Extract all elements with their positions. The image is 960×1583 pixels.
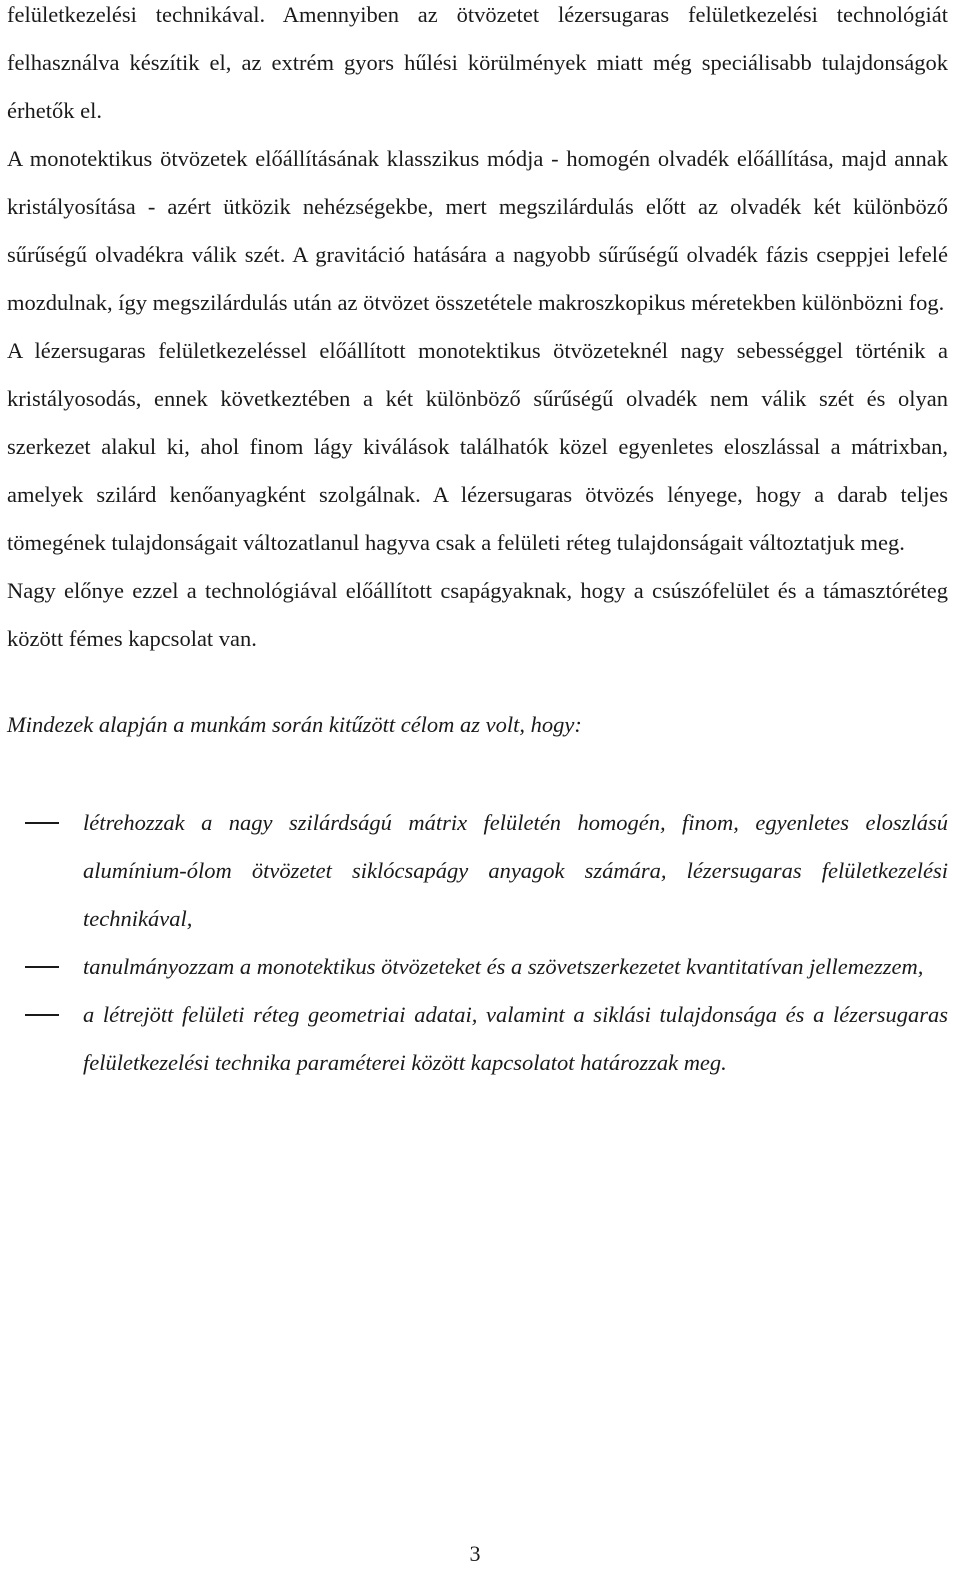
goal-text: létrehozzak a nagy szilárdságú mátrix felületén homogén, finom, egyenletes eloszlású alumínium-ólom ötvözetet siklócsapágy anyagok számára, lézersugaras felületkezelési technikával, xyxy=(83,810,948,931)
paragraph: A lézersugaras felületkezeléssel előállított monotektikus ötvözeteknél nagy sebességgel történik a kristályosodás, ennek következtében a két különböző sűrűségű olvadék nem válik szét és olyan szerkezet alakul ki, ahol finom lágy kiválások találhatók közel egyenletes eloszlással a mátrixban, amelyek szilárd kenőanyagként szolgálnak. A lézersugaras ötvözés lényege, hogy a darab teljes tömegének tulajdonságait változatlanul hagyva csak a felületi réteg tulajdonságait változtatjuk meg. xyxy=(7,338,948,555)
goal-item xyxy=(7,943,948,991)
goals-list xyxy=(7,799,948,1087)
paragraph: A monotektikus ötvözetek előállításának klasszikus módja - homogén olvadék előállítása, majd annak kristályosítása - azért ütközik nehézségekbe, mert megszilárdulás előtt az olvadék két különböző sűrűségű olvadékra válik szét. A gravitáció hatására a nagyobb sűrűségű olvadék fázis cseppjei lefelé mozdulnak, így megszilárdulás után az ötvözet összetétele makroszkopikus méretekben különbözni fog. xyxy=(7,146,948,315)
dash-bullet-icon xyxy=(25,1014,59,1016)
document-page xyxy=(7,0,948,1087)
dash-bullet-icon xyxy=(25,822,59,824)
goal-text: tanulmányozzam a monotektikus ötvözeteket és a szövetszerkezetet kvantitatívan jellemezzem, xyxy=(83,954,924,979)
page-number: 3 xyxy=(469,1541,481,1566)
goal-item xyxy=(7,799,948,943)
goal-item xyxy=(7,991,948,1087)
section-spacer xyxy=(7,749,948,799)
paragraph: felületkezelési technikával. Amennyiben az ötvözetet lézersugaras felületkezelési technológiát felhasználva készítik el, az extrém gyors hűlési körülmények miatt még speciálisabb tulajdonságok érhetők el. xyxy=(7,2,948,123)
goals-intro: Mindezek alapján a munkám során kitűzött célom az volt, hogy: xyxy=(7,712,582,737)
paragraph: Nagy előnye ezzel a technológiával előállított csapágyaknak, hogy a csúszófelület és a támasztóréteg között fémes kapcsolat van. xyxy=(7,578,948,651)
goal-text: a létrejött felületi réteg geometriai adatai, valamint a siklási tulajdonsága és a lézersugaras felületkezelési technika paraméterei között kapcsolatot határozzak meg. xyxy=(83,1002,948,1075)
dash-bullet-icon xyxy=(25,966,59,968)
section-spacer xyxy=(7,663,948,701)
